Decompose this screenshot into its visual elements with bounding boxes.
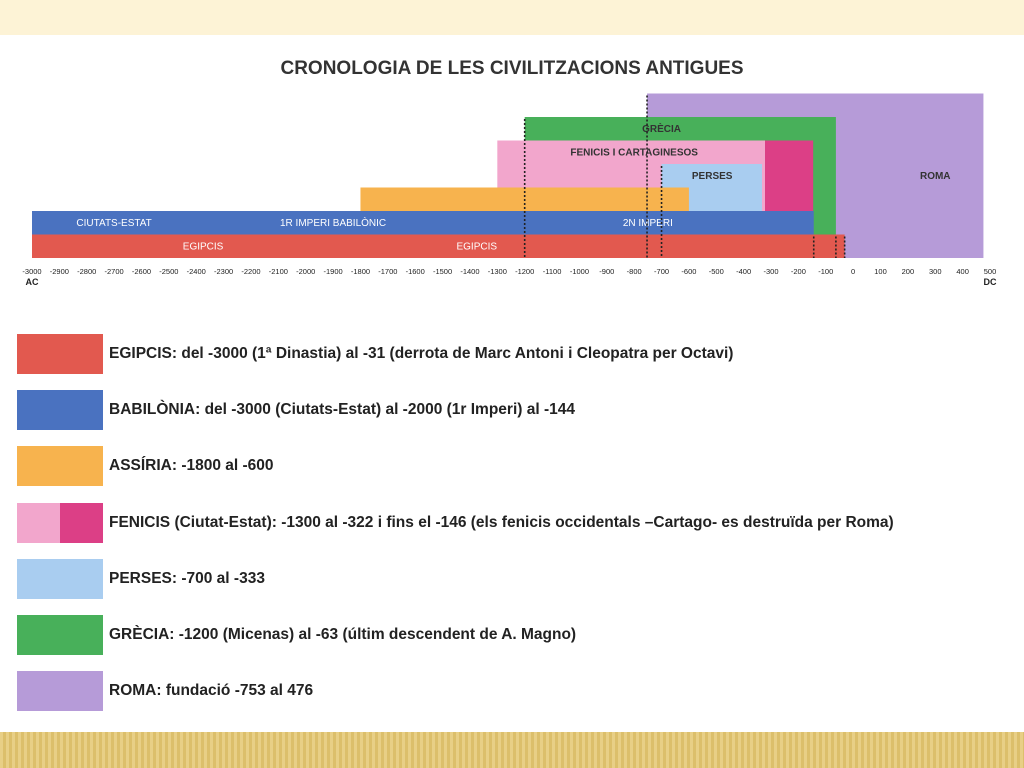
legend-label: BABILÒNIA: del -3000 (Ciutats-Estat) al -2000 (1r Imperi) al -144 (109, 401, 575, 419)
x-tick-label: -1900 (323, 267, 343, 276)
x-tick-label: -3000 (22, 267, 42, 276)
legend-item (17, 446, 1007, 486)
x-tick-label: -2600 (131, 267, 152, 276)
bar-segment-label: 2N IMPERI (622, 218, 673, 229)
bar-label-roma: ROMA (919, 171, 951, 182)
legend-swatch (17, 446, 103, 486)
legend-item (17, 390, 1007, 430)
timeline-chart (0, 90, 1024, 300)
x-tick-label: -2900 (49, 267, 69, 276)
x-tick-label: -200 (790, 267, 806, 276)
x-tick-label: 500 (983, 267, 997, 276)
x-tick-label: -1400 (460, 267, 480, 276)
x-tick-label: -1600 (405, 267, 425, 276)
x-tick-label: -1200 (515, 267, 535, 276)
x-tick-label: -1700 (378, 267, 398, 276)
x-tick-label: -500 (708, 267, 724, 276)
legend-label: FENICIS (Ciutat-Estat): -1300 al -322 i fins el -146 (els fenicis occidentals –Cartago- es destruïda per Roma) (109, 513, 894, 531)
legend-label: EGIPCIS: del -3000 (1ª Dinastia) al -31 (derrota de Marc Antoni i Cleopatra per Octavi) (109, 345, 734, 362)
legend-label: GRÈCIA: -1200 (Micenas) al -63 (últim descendent de A. Magno) (109, 626, 577, 643)
x-tick-label: -2300 (214, 267, 234, 276)
bar-segment-label: 1R IMPERI BABILÒNIC (280, 218, 387, 229)
x-tick-label: -2700 (104, 267, 124, 276)
x-tick-label: -2000 (296, 267, 316, 276)
bar-segment-label: EGIPCIS (182, 241, 224, 253)
legend-item (17, 503, 1007, 543)
legend-swatch (17, 503, 103, 543)
legend-item (17, 671, 1007, 711)
top-band (0, 0, 1024, 35)
x-tick-label: -100 (818, 267, 834, 276)
legend-label: ASSÍRIA: -1800 al -600 (109, 457, 274, 475)
x-tick-label: -1800 (350, 267, 371, 276)
x-tick-label: 300 (928, 267, 942, 276)
x-tick-label: -2100 (268, 267, 288, 276)
legend-swatch (17, 559, 103, 599)
legend-item (17, 559, 1007, 599)
x-tick-label: -2400 (186, 267, 206, 276)
axis-label-dc: DC (983, 277, 997, 287)
x-tick-label: -2500 (159, 267, 179, 276)
x-tick-label: -1500 (432, 267, 453, 276)
legend-item (17, 615, 1007, 655)
legend-label: PERSES: -700 al -333 (109, 569, 265, 587)
bar-label-fenicis-ciutat-estat: FENICIS I CARTAGINESOS (570, 147, 698, 159)
x-tick-label: 400 (956, 267, 969, 276)
x-tick-label: 0 (851, 267, 856, 276)
chart-title: CRONOLOGIA DE LES CIVILITZACIONS ANTIGUES (280, 58, 744, 79)
legend-swatch (17, 671, 103, 711)
bar-egipcis (32, 235, 845, 259)
x-tick-label: 100 (874, 267, 887, 276)
legend-swatch (17, 615, 103, 655)
bottom-band (0, 732, 1024, 768)
x-tick-label: -400 (736, 267, 752, 276)
x-tick-label: 200 (901, 267, 915, 276)
x-tick-label: -1300 (487, 267, 507, 276)
x-tick-label: -1000 (569, 267, 590, 276)
bar-label-grecia: GRÈCIA (642, 124, 681, 135)
x-tick-label: -900 (599, 267, 615, 276)
x-tick-label: -700 (654, 267, 670, 276)
axis-label-ac: AC (25, 277, 39, 287)
legend-swatch (17, 390, 103, 430)
x-tick-label: -300 (763, 267, 779, 276)
bar-segment-label: CIUTATS-ESTAT (76, 218, 152, 229)
legend-swatch-part (60, 503, 103, 543)
x-tick-label: -2200 (241, 267, 261, 276)
x-tick-label: -2800 (77, 267, 97, 276)
legend-swatch-part (17, 503, 60, 543)
bar-segment-label: EGIPCIS (456, 241, 498, 253)
bar-label-perses: PERSES (691, 171, 733, 182)
legend-item (17, 334, 1007, 374)
x-tick-label: -800 (626, 267, 642, 276)
legend-swatch (17, 334, 103, 374)
x-tick-label: -1100 (542, 267, 562, 276)
x-tick-label: -600 (681, 267, 697, 276)
legend-label: ROMA: fundació -753 al 476 (109, 682, 314, 700)
